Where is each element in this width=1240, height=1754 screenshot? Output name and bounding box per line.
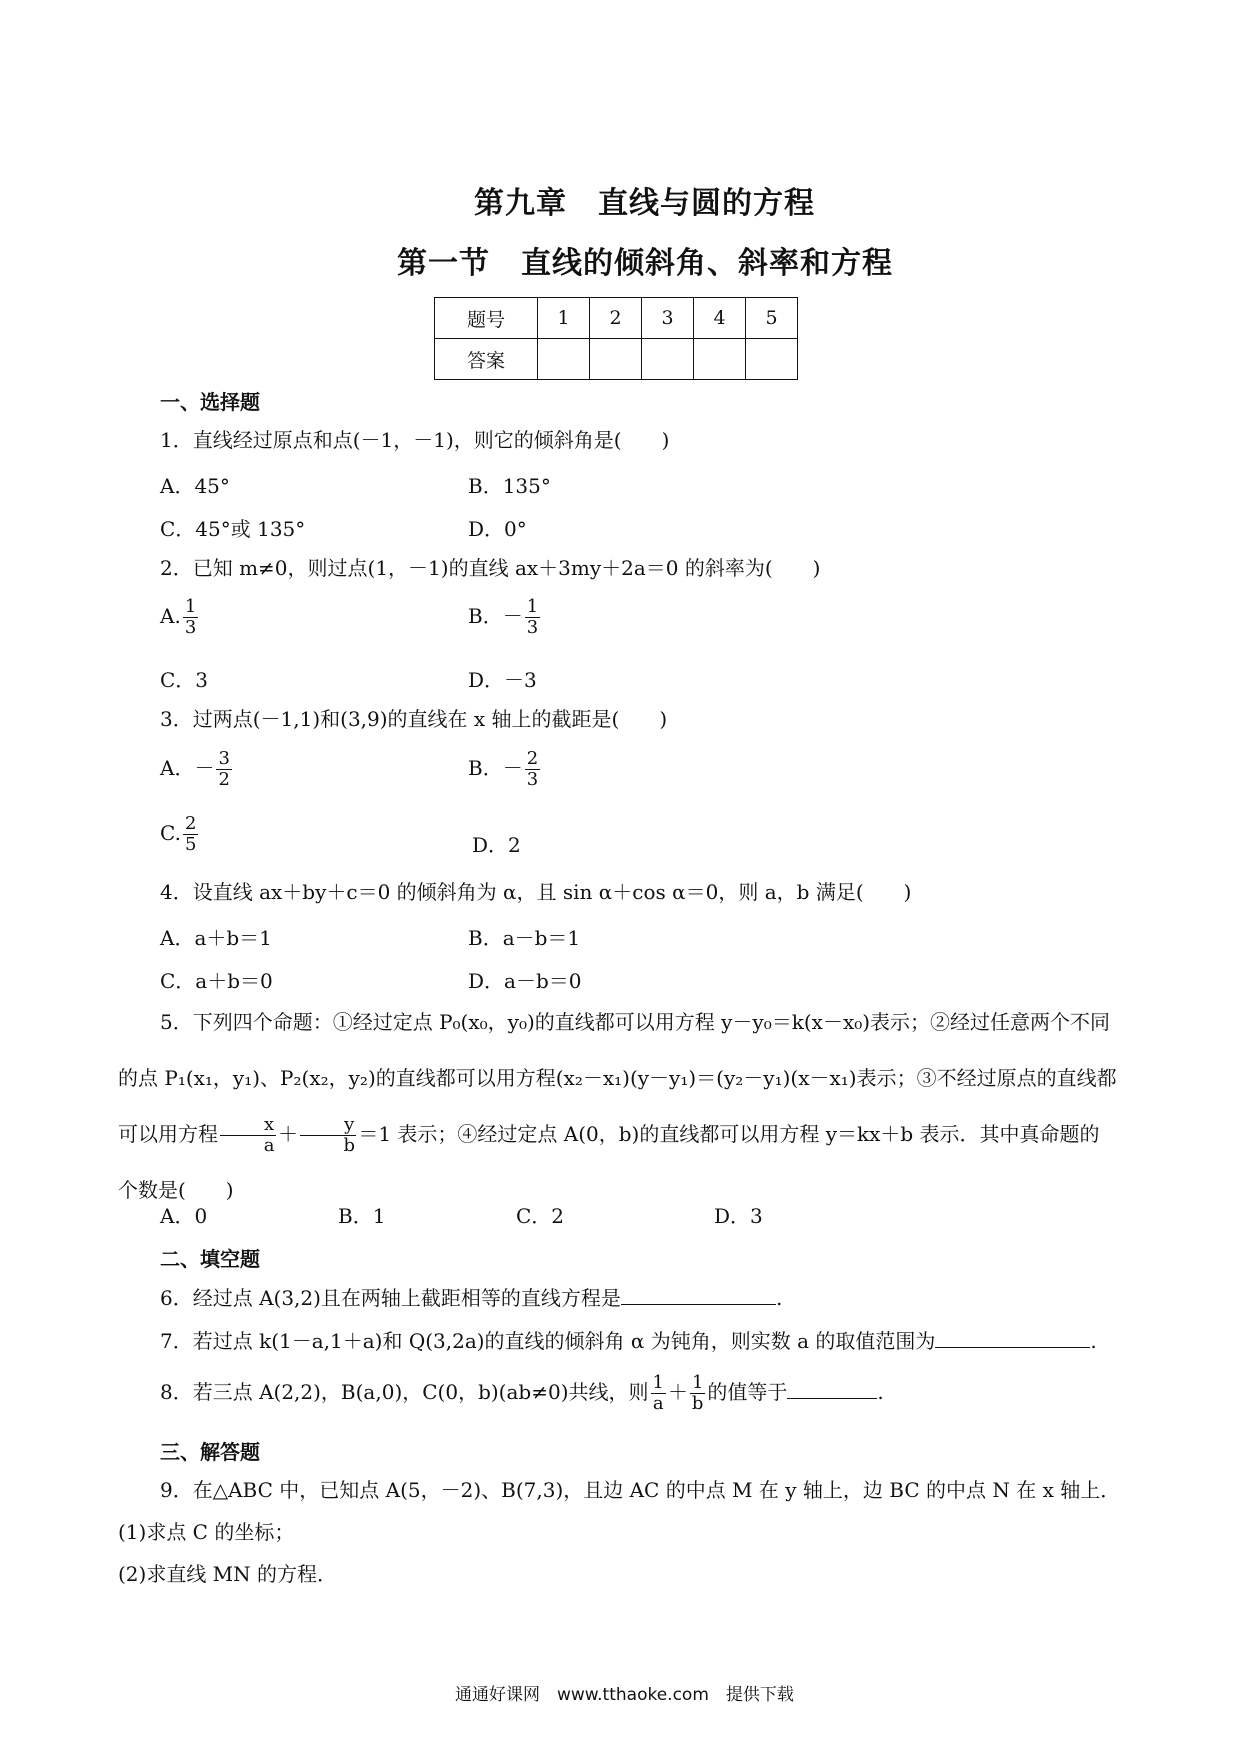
question-5-option-b: B．1 [338,1204,386,1228]
answer-table-answer-row [435,339,798,380]
question-1-option-d: D．0° [468,517,527,541]
answer-table-number: 4 [694,298,746,339]
numerator: 1 [691,1372,704,1393]
numerator: 1 [184,596,197,617]
answer-table-label-number: 题号 [435,298,538,339]
answer-cell [694,339,746,380]
denominator: 3 [184,617,197,638]
fraction [183,598,198,637]
answer-cell [746,339,798,380]
option-prefix: A. [160,604,181,628]
question-5-option-d: D．3 [714,1204,763,1228]
fraction [525,598,540,637]
option-prefix: B．－ [468,604,523,628]
numerator: y [300,1116,356,1136]
fraction [690,1374,705,1413]
question-4-stem: 4．设直线 ax＋by＋c＝0 的倾斜角为 α，且 sin α＋cos α＝0，则 a，b 满足( ) [160,880,912,904]
question-2-option-a [160,598,200,637]
question-9-stem: 9．在△ABC 中，已知点 A(5，－2)、B(7,3)，且边 AC 的中点 M 在 y 轴上，边 BC 的中点 N 在 x 轴上． [160,1478,1121,1502]
question-8 [160,1374,884,1413]
numerator: 2 [184,813,197,834]
question-6 [160,1286,782,1310]
denominator: a [263,1135,275,1156]
numerator: 1 [652,1372,664,1393]
answer-table-header-row [435,298,798,339]
denominator: a [652,1393,664,1414]
fraction [525,750,540,789]
question-4-option-d: D．a－b＝0 [468,969,582,993]
option-prefix: A．－ [160,756,215,780]
answer-table-label-answer: 答案 [435,339,538,380]
option-prefix: C. [160,821,181,845]
denominator: 5 [184,834,197,855]
fraction [216,750,231,789]
option-prefix: B．－ [468,756,523,780]
fraction [651,1374,666,1413]
part-heading-choice: 一、选择题 [160,390,260,414]
answer-table-number: 5 [746,298,798,339]
question-5-option-a: A．0 [160,1204,208,1228]
denominator: 3 [526,617,539,638]
question-7-text: 7．若过点 k(1－a,1＋a)和 Q(3,2a)的直线的倾斜角 α 为钝角，则实数 a 的取值范围为 [160,1329,936,1353]
question-3-option-b [468,750,542,789]
answer-cell [590,339,642,380]
question-2-option-d: D．－3 [468,668,537,692]
answer-blank [787,1380,877,1399]
denominator: 2 [218,769,230,790]
question-5-stem [118,994,1118,1218]
question-2-stem: 2．已知 m≠0，则过点(1，－1)的直线 ax＋3my＋2a＝0 的斜率为( ) [160,556,821,580]
question-6-text: 6．经过点 A(3,2)且在两轴上截距相等的直线方程是 [160,1286,621,1310]
question-3-option-d: D．2 [472,833,521,857]
answer-table-number: 1 [538,298,590,339]
question-1-option-a: A．45° [160,474,230,498]
question-8-tail: 的值等于 [707,1380,788,1404]
question-5-option-c: C．2 [516,1204,565,1228]
numerator: x [220,1116,276,1136]
fraction [183,815,198,854]
question-7-end: . [1090,1329,1097,1353]
answer-table [434,297,798,380]
question-1-stem: 1．直线经过原点和点(－1，－1)，则它的倾斜角是( ) [160,428,670,452]
numerator: 3 [218,748,230,769]
answer-blank [935,1329,1090,1348]
page-footer: 通通好课网 www.tthaoke.com 提供下载 [455,1685,794,1705]
answer-cell [642,339,694,380]
question-4-option-a: A．a＋b＝1 [160,926,272,950]
answer-table-number: 3 [642,298,694,339]
question-1-option-c: C．45°或 135° [160,517,306,541]
fraction [220,1116,276,1155]
denominator: b [343,1135,355,1156]
answer-table-number: 2 [590,298,642,339]
question-9-subquestion-2: (2)求直线 MN 的方程． [118,1562,338,1586]
part-heading-fill-blank: 二、填空题 [160,1247,260,1271]
question-2-option-b [468,598,542,637]
question-8-end: . [877,1380,884,1404]
question-9-subquestion-1: (1)求点 C 的坐标； [118,1520,295,1544]
denominator: b [691,1393,704,1414]
question-8-text: 8．若三点 A(2,2)，B(a,0)，C(0，b)(ab≠0)共线，则 [160,1380,649,1404]
chapter-title: 第九章 直线与圆的方程 [474,186,815,221]
answer-blank [621,1286,776,1305]
question-7 [160,1329,1097,1353]
fraction [300,1116,356,1155]
denominator: 3 [526,769,539,790]
question-3-option-a [160,750,234,789]
answer-cell [538,339,590,380]
numerator: 2 [526,748,539,769]
plus-sign: ＋ [667,1380,688,1404]
question-1-option-b: B．135° [468,474,551,498]
question-6-end: . [775,1286,783,1310]
numerator: 1 [526,596,539,617]
question-5-text-part1: 5．下列四个命题：①经过定点 P₀(x₀，y₀)的直线都可以用方程 y－y₀＝k(x－x₀)表示；②经过任意两个不同的点 P₁(x₁，y₁)、P₂(x₂，y₂)的直线都可以用方程(x₂－x₁)(y－y₁)＝(y₂－y₁)(x－x₁)表示；③不经过原点的直线都可以用方程 [118,1010,1117,1146]
question-3-stem: 3．过两点(－1,1)和(3,9)的直线在 x 轴上的截距是( ) [160,707,668,731]
part-heading-solution: 三、解答题 [160,1440,260,1464]
section-title: 第一节 直线的倾斜角、斜率和方程 [397,246,893,281]
question-5-text-part2: ＝1 表示；④经过定点 A(0，b)的直线都可以用方程 y＝kx＋b 表示．其中真命题的个数是( ) [118,1122,1100,1202]
question-4-option-c: C．a＋b＝0 [160,969,273,993]
question-2-option-c: C．3 [160,668,209,692]
question-3-option-c [160,815,200,854]
plus-sign: ＋ [278,1122,299,1146]
question-4-option-b: B．a－b＝1 [468,926,581,950]
